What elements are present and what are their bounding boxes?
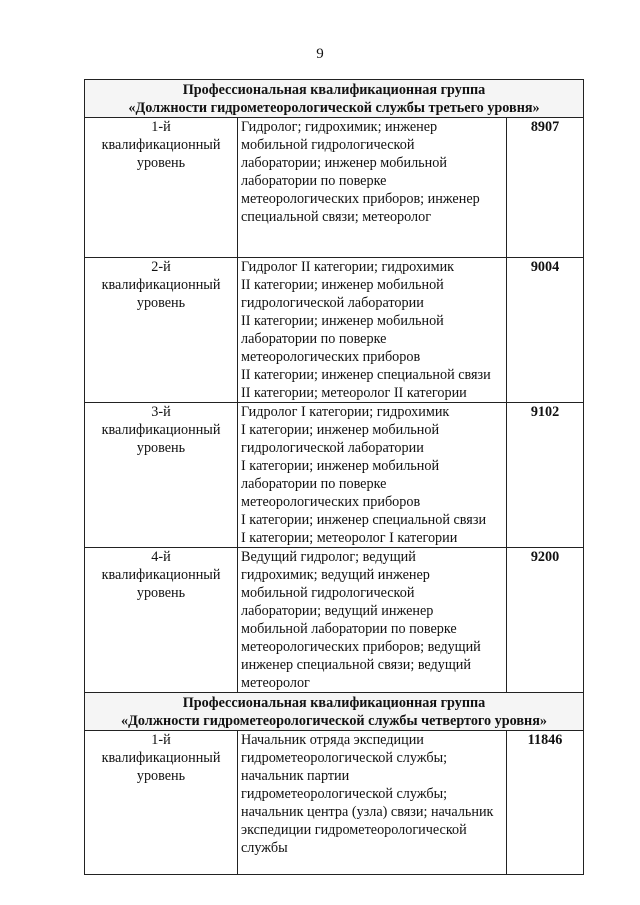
position-line: Гидролог I категории; гидрохимик [241, 404, 450, 420]
position-line: гидрометеорологической службы; [241, 786, 448, 802]
position-line: I категории; инженер специальной связи [241, 512, 487, 528]
qualification-level-line: 4-й [151, 549, 171, 565]
salary-table [84, 79, 584, 875]
position-line: лаборатории; ведущий инженер [241, 603, 434, 619]
position-line: лаборатории по поверке [241, 476, 387, 492]
position-line: II категории; инженер мобильной [241, 313, 444, 329]
position-line: метеорологических приборов; инженер [241, 191, 480, 207]
position-line: II категории; инженер специальной связи [241, 367, 491, 383]
qualification-level-line: квалификационный [101, 750, 221, 766]
qualification-level-cell [85, 118, 238, 258]
position-line: специальной связи; метеоролог [241, 209, 432, 225]
position-line: мобильной лаборатории по поверке [241, 621, 457, 637]
position-line: гидрометеорологической службы; [241, 750, 448, 766]
qualification-level-line: квалификационный [101, 422, 221, 438]
qualification-level-cell [85, 548, 238, 693]
qualification-level-line: уровень [136, 768, 186, 784]
position-line: метеоролог [241, 675, 310, 691]
qualification-level-line: квалификационный [101, 277, 221, 293]
positions-cell [238, 403, 507, 548]
salary-cell: 9200 [507, 548, 584, 693]
group-header-line: «Должности гидрометеорологической службы третьего уровня» [128, 100, 540, 116]
qualification-level-cell [85, 403, 238, 548]
qualification-level-line: 1-й [151, 732, 171, 748]
group-header-line: «Должности гидрометеорологической службы четвертого уровня» [121, 713, 547, 729]
group-header [85, 80, 584, 118]
qualification-level-line: квалификационный [101, 137, 221, 153]
qualification-level-line: уровень [136, 440, 186, 456]
position-line: Гидролог; гидрохимик; инженер [241, 119, 438, 135]
position-line: II категории; инженер мобильной [241, 277, 444, 293]
position-line: II категории; метеоролог II категории [241, 385, 467, 401]
position-line: службы [241, 840, 288, 856]
qualification-level-line: 2-й [151, 259, 171, 275]
table-row [85, 403, 584, 548]
positions-cell [238, 548, 507, 693]
qualification-level-line: 1-й [151, 119, 171, 135]
positions-cell [238, 258, 507, 403]
salary-cell: 9004 [507, 258, 584, 403]
table-row [85, 118, 584, 258]
position-line: метеорологических приборов [241, 349, 421, 365]
position-line: I категории; инженер мобильной [241, 422, 440, 438]
salary-cell: 9102 [507, 403, 584, 548]
qualification-level-line: уровень [136, 155, 186, 171]
group-header-line: Профессиональная квалификационная группа [182, 695, 486, 711]
salary-cell: 8907 [507, 118, 584, 258]
position-line: Начальник отряда экспедиции [241, 732, 424, 748]
position-line: начальник партии [241, 768, 350, 784]
qualification-level-line: 3-й [151, 404, 171, 420]
table-row [85, 731, 584, 875]
qualification-level-cell [85, 731, 238, 875]
position-line: Ведущий гидролог; ведущий [241, 549, 416, 565]
position-line: гидрологической лаборатории [241, 295, 424, 311]
position-line: экспедиции гидрометеорологической [241, 822, 467, 838]
position-line: инженер специальной связи; ведущий [241, 657, 471, 673]
position-line: мобильной гидрологической [241, 137, 415, 153]
position-line: метеорологических приборов [241, 494, 421, 510]
positions-cell [238, 731, 507, 875]
position-line: I категории; инженер мобильной [241, 458, 440, 474]
qualification-level-cell [85, 258, 238, 403]
salary-table-body [85, 80, 584, 875]
group-header-line: Профессиональная квалификационная группа [182, 82, 486, 98]
group-header [85, 693, 584, 731]
position-line: I категории; метеоролог I категории [241, 530, 458, 546]
qualification-level-line: уровень [136, 585, 186, 601]
page-number: 9 [316, 46, 324, 62]
salary-cell: 11846 [507, 731, 584, 875]
position-line: гидрохимик; ведущий инженер [241, 567, 430, 583]
group-header-row [85, 693, 584, 731]
table-row [85, 258, 584, 403]
position-line: метеорологических приборов; ведущий [241, 639, 481, 655]
position-line: гидрологической лаборатории [241, 440, 424, 456]
position-line: лаборатории по поверке [241, 331, 387, 347]
group-header-row [85, 80, 584, 118]
qualification-level-line: квалификационный [101, 567, 221, 583]
position-line: лаборатории; инженер мобильной [241, 155, 447, 171]
positions-cell [238, 118, 507, 258]
qualification-level-line: уровень [136, 295, 186, 311]
position-line: начальник центра (узла) связи; начальник [241, 804, 494, 820]
position-line: мобильной гидрологической [241, 585, 415, 601]
position-line: Гидролог II категории; гидрохимик [241, 259, 455, 275]
table-row [85, 548, 584, 693]
position-line: лаборатории по поверке [241, 173, 387, 189]
